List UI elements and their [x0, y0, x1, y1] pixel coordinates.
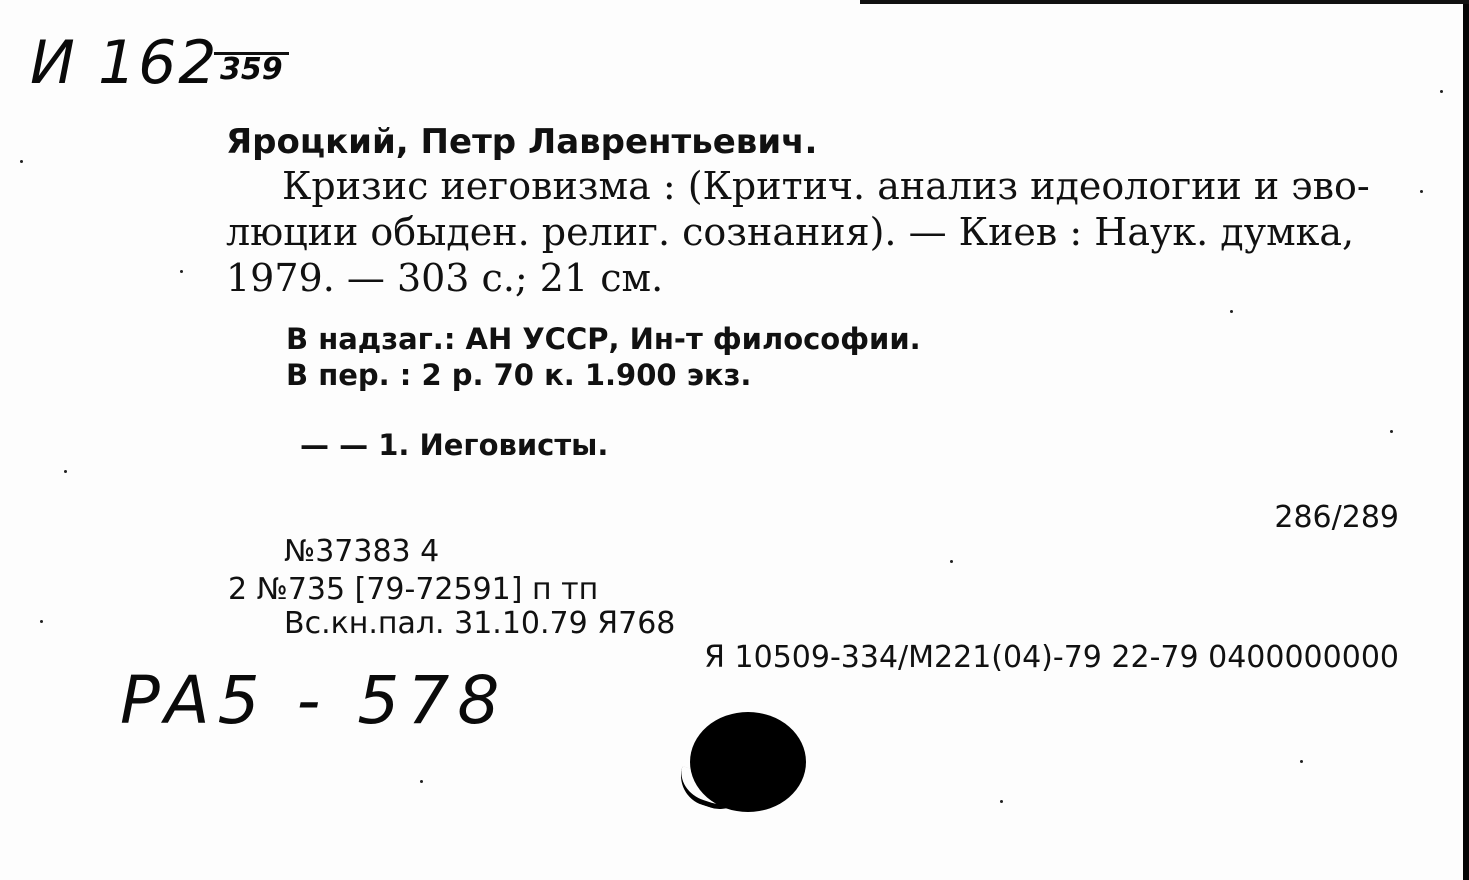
handwritten-call-number: И 162: [30, 28, 219, 98]
card-title-line: 1979. — 303 с.; 21 см.: [226, 256, 664, 300]
scan-speck: [20, 160, 23, 163]
scan-speck: [1300, 760, 1303, 763]
card-title-line: Кризис иеговизма : (Критич. анализ идеологии и эво-: [282, 164, 1370, 208]
card-code-line: №37383 4: [284, 534, 440, 569]
scan-speck: [1230, 310, 1233, 313]
scan-speck: [64, 470, 67, 473]
scan-speck: [1390, 430, 1393, 433]
scan-speck: [180, 270, 183, 273]
card-classification: 286/289: [1274, 500, 1399, 535]
scan-speck: [1440, 90, 1443, 93]
scan-speck: [40, 620, 43, 623]
card-note: В пер. : 2 р. 70 к. 1.900 экз.: [286, 358, 752, 392]
card-code-line: Я 10509-334/М221(04)-79 22-79 0400000000: [704, 640, 1399, 675]
card-top-edge: [860, 0, 1469, 4]
card-note: В надзаг.: АН УССР, Ин-т философии.: [286, 322, 921, 356]
card-title-line: люции обыден. религ. сознания). — Киев : Наук. думка,: [226, 210, 1355, 254]
scan-speck: [950, 560, 953, 563]
scan-speck: [1420, 190, 1423, 193]
card-code-line: Вс.кн.пал. 31.10.79 Я768: [284, 606, 676, 641]
handwritten-call-number-sub: 359: [214, 52, 289, 85]
card-code-line: 2 №735 [79-72591] п тп: [228, 572, 599, 607]
scan-speck: [1000, 800, 1003, 803]
card-author: Яроцкий, Петр Лаврентьевич.: [226, 122, 818, 162]
card-subject-heading: — — 1. Иеговисты.: [300, 428, 609, 462]
card-right-edge: [1463, 0, 1469, 880]
handwritten-shelf-mark: PA5 - 578: [120, 662, 508, 739]
scan-speck: [420, 780, 423, 783]
